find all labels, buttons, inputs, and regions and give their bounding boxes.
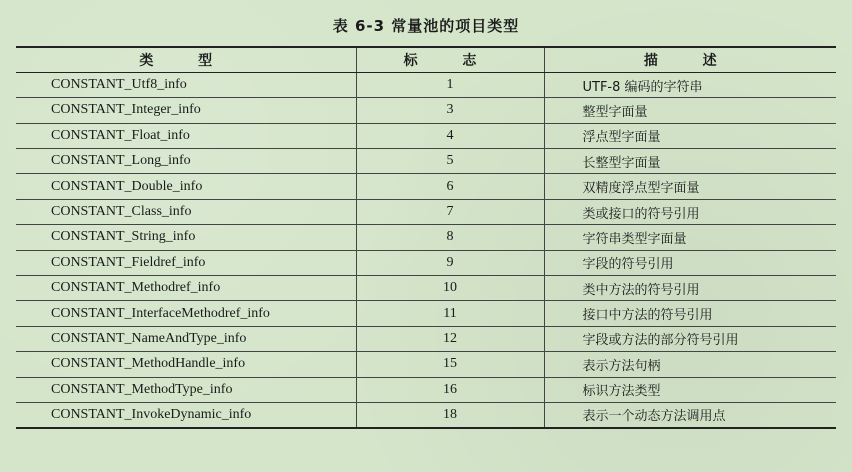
- type-cell: CONSTANT_Double_info: [16, 174, 356, 199]
- header-tag: 标 志: [356, 47, 544, 72]
- description-cell: 字符串类型字面量: [544, 225, 836, 250]
- tag-cell: 6: [356, 174, 544, 199]
- description-cell: 字段或方法的部分符号引用: [544, 326, 836, 351]
- tag-cell: 3: [356, 98, 544, 123]
- tag-cell: 10: [356, 276, 544, 301]
- header-type: 类 型: [16, 47, 356, 72]
- tag-cell: 4: [356, 123, 544, 148]
- tag-cell: 16: [356, 377, 544, 402]
- table-row: [16, 199, 836, 224]
- tag-cell: 11: [356, 301, 544, 326]
- type-cell: CONSTANT_MethodHandle_info: [16, 352, 356, 377]
- table-row: [16, 225, 836, 250]
- table-row: [16, 301, 836, 326]
- description-cell: UTF-8 编码的字符串: [544, 72, 836, 97]
- tag-cell: 1: [356, 72, 544, 97]
- type-cell: CONSTANT_InterfaceMethodref_info: [16, 301, 356, 326]
- type-cell: CONSTANT_NameAndType_info: [16, 326, 356, 351]
- description-cell: 表示方法句柄: [544, 352, 836, 377]
- type-cell: CONSTANT_InvokeDynamic_info: [16, 402, 356, 427]
- type-cell: CONSTANT_Methodref_info: [16, 276, 356, 301]
- description-cell: 表示一个动态方法调用点: [544, 402, 836, 427]
- type-cell: CONSTANT_Integer_info: [16, 98, 356, 123]
- description-cell: 类或接口的符号引用: [544, 199, 836, 224]
- description-cell: 标识方法类型: [544, 377, 836, 402]
- description-cell: 接口中方法的符号引用: [544, 301, 836, 326]
- description-cell: 长整型字面量: [544, 149, 836, 174]
- type-cell: CONSTANT_Float_info: [16, 123, 356, 148]
- type-cell: CONSTANT_Fieldref_info: [16, 250, 356, 275]
- description-cell: 浮点型字面量: [544, 123, 836, 148]
- tag-cell: 9: [356, 250, 544, 275]
- type-cell: CONSTANT_Class_info: [16, 199, 356, 224]
- tag-cell: 5: [356, 149, 544, 174]
- tag-cell: 8: [356, 225, 544, 250]
- table-row: [16, 402, 836, 427]
- table-row: [16, 72, 836, 97]
- description-cell: 整型字面量: [544, 98, 836, 123]
- description-cell: 字段的符号引用: [544, 250, 836, 275]
- header-description: 描 述: [544, 47, 836, 72]
- tag-cell: 12: [356, 326, 544, 351]
- table-row: [16, 377, 836, 402]
- tag-cell: 15: [356, 352, 544, 377]
- constant-pool-table: [16, 46, 836, 429]
- description-cell: 双精度浮点型字面量: [544, 174, 836, 199]
- table-caption: 表 6-3 常量池的项目类型: [332, 17, 520, 35]
- table-row: [16, 123, 836, 148]
- table-row: [16, 352, 836, 377]
- type-cell: CONSTANT_Utf8_info: [16, 72, 356, 97]
- table-row: [16, 149, 836, 174]
- table-row: [16, 98, 836, 123]
- table-header-row: [16, 47, 836, 72]
- table-body: [16, 72, 836, 427]
- table-row: [16, 174, 836, 199]
- type-cell: CONSTANT_String_info: [16, 225, 356, 250]
- description-cell: 类中方法的符号引用: [544, 276, 836, 301]
- tag-cell: 7: [356, 199, 544, 224]
- table-row: [16, 276, 836, 301]
- table-row: [16, 326, 836, 351]
- type-cell: CONSTANT_Long_info: [16, 149, 356, 174]
- tag-cell: 18: [356, 402, 544, 427]
- table-row: [16, 250, 836, 275]
- type-cell: CONSTANT_MethodType_info: [16, 377, 356, 402]
